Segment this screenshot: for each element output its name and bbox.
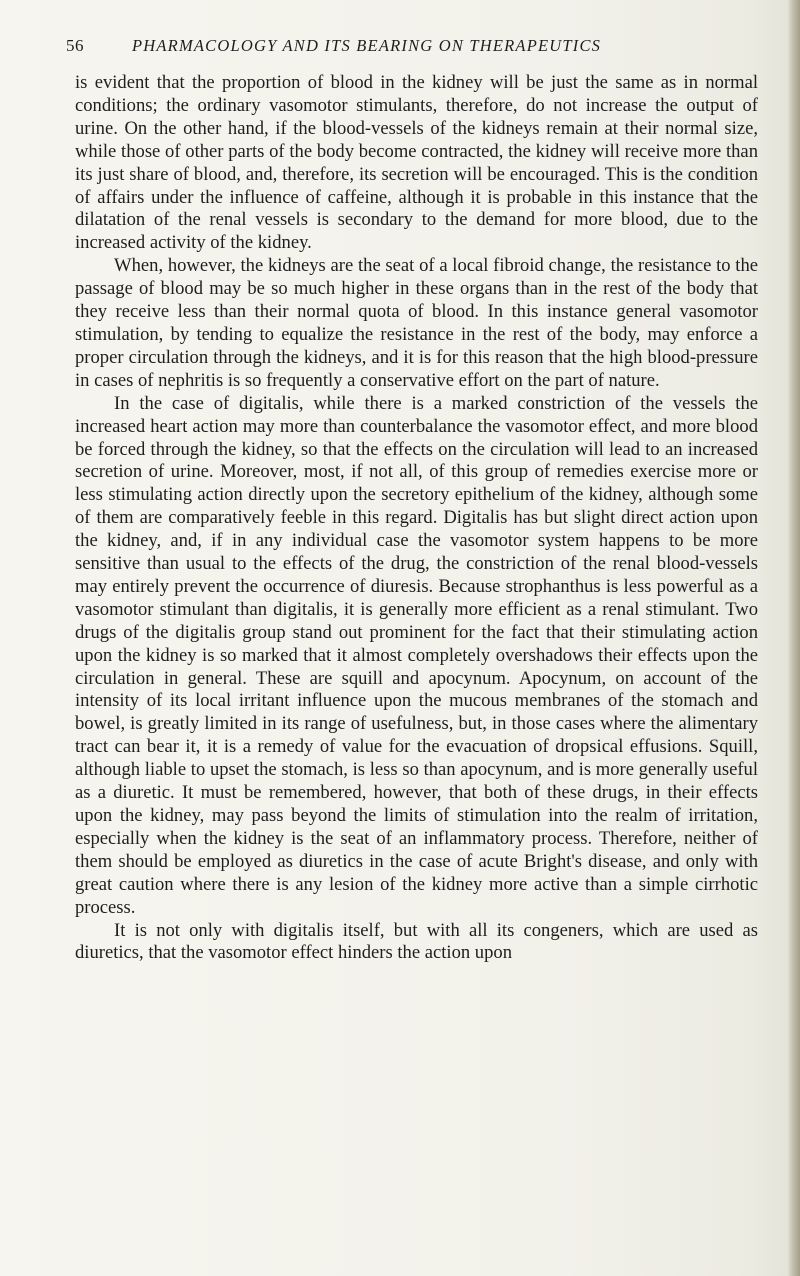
running-head: PHARMACOLOGY AND ITS BEARING ON THERAPEUTICS xyxy=(132,36,602,55)
paragraph-2: When, however, the kidneys are the seat of a local fibroid change, the resistance to the passage of blood may be so much higher in these organs than in the rest of the body that they receive less than their normal quota of blood. In this instance general vasomotor stimulation, by tending to equalize the resistance in the rest of the body, may enforce a proper circulation through the kidneys, and it is for this reason that the high blood-pressure in cases of nephritis is so frequently a conservative effort on the part of nature. xyxy=(75,255,758,391)
page-binding-edge xyxy=(788,0,800,1276)
paragraph-3: In the case of digitalis, while there is a marked constriction of the vessels the increased heart action may more than counterbalance the vasomotor effect, and more blood be forced through the kidney, so that the effects on the circulation will lead to an increased secretion of urine. Moreover, most, if not all, of this group of remedies exercise more or less stimulating action directly upon the secretory epithelium of the kidney, although some of them are comparatively feeble in this regard. Digitalis has but slight direct action upon the kidney, and, if in any individual case the vasomotor system happens to be more sensitive than usual to the effects of the drug, the constriction of the renal blood-vessels may entirely prevent the occurrence of diuresis. Because strophanthus is less powerful as a vasomotor stimulant than digitalis, it is generally more efficient as a renal stimulant. Two drugs of the digitalis group stand out prominent for the fact that their stimulating action upon the kidney is so marked that it almost completely overshadows their effects upon the circulation in general. These are squill and apocynum. Apocynum, on account of the intensity of its local irritant influence upon the mucous membranes of the stomach and bowel, is greatly limited in its range of usefulness, but, in those cases where the alimentary tract can bear it, it is a remedy of value for the evacuation of dropsical effusions. Squill, although liable to upset the stomach, is less so than apocynum, and is more generally useful as a diuretic. It must be remembered, however, that both of these drugs, in their effects upon the kidney, may pass beyond the limits of stimulation into the realm of irritation, especially when the kidney is the seat of an inflammatory process. Therefore, neither of them should be employed as diuretics in the case of acute Bright's disease, and only with great caution where there is any lesion of the kidney more active than a simple cirrhotic process. xyxy=(75,392,758,918)
paragraph-4: It is not only with digitalis itself, but with all its congeners, which are used as diuretics, that the vasomotor effect hinders the action upon xyxy=(75,919,758,964)
page-number: 56 xyxy=(66,36,84,55)
body-text xyxy=(75,72,758,965)
page-header xyxy=(66,36,756,60)
paragraph-1: is evident that the proportion of blood in the kidney will be just the same as in normal conditions; the ordinary vasomotor stimulants, therefore, do not increase the output of urine. On the other hand, if the blood-vessels of the kidneys remain at their normal size, while those of other parts of the body become contracted, the kidney will receive more than its just share of blood, and, therefore, its secretion will be encouraged. This is the condition of affairs under the influence of caffeine, although it is probable in this instance that the dilatation of the renal vessels is secondary to the demand for more blood, due to the increased activity of the kidney. xyxy=(75,72,758,254)
